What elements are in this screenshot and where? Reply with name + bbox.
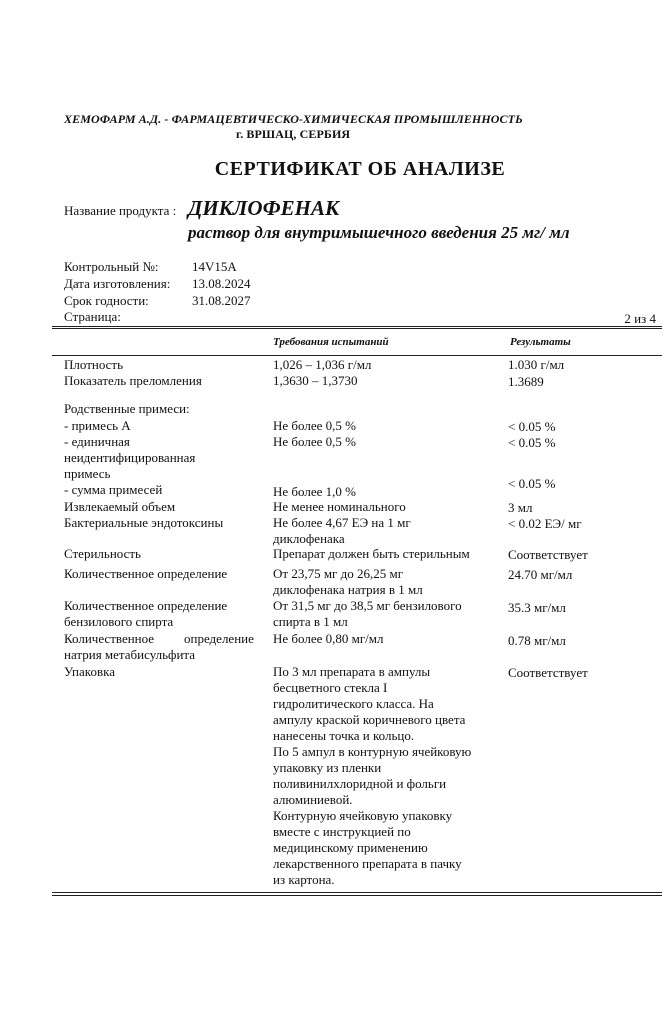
- packaging-requirement-line: алюминиевой.: [273, 792, 353, 807]
- test-result: 1.030 г/мл: [508, 357, 565, 372]
- divider-top: [52, 326, 662, 327]
- test-name: натрия метабисульфита: [64, 647, 196, 662]
- packaging-requirement-line: Контурную ячейковую упаковку: [273, 808, 453, 823]
- test-requirement: Не более 1,0 %: [273, 484, 356, 499]
- product-label: Название продукта :: [64, 203, 177, 218]
- test-result: < 0.02 ЕЭ/ мг: [508, 516, 582, 531]
- test-name: Количественное определение: [64, 566, 228, 581]
- packaging-requirement-line: вместе с инструкцией по: [273, 824, 411, 839]
- results-header: Результаты: [510, 336, 571, 348]
- test-name: - сумма примесей: [64, 482, 163, 497]
- packaging-requirement-line: бесцветного стекла I: [273, 680, 388, 695]
- packaging-requirement-line: По 3 мл препарата в ампулы: [273, 664, 431, 679]
- test-result: < 0.05 %: [508, 419, 556, 434]
- divider-top-2: [52, 328, 662, 329]
- test-result: Соответствует: [508, 665, 588, 680]
- packaging-requirement-line: медицинскому применению: [273, 840, 428, 855]
- test-result: 0.78 мг/мл: [508, 633, 566, 648]
- test-result: 24.70 мг/мл: [508, 567, 573, 582]
- test-result: < 0.05 %: [508, 435, 556, 450]
- company-header: [64, 112, 604, 142]
- test-name: - примесь А: [64, 418, 131, 433]
- test-requirement: От 23,75 мг до 26,25 мг: [273, 566, 404, 581]
- manufacture-date-label: Дата изготовления:: [64, 276, 171, 291]
- test-requirement: Не более 4,67 ЕЭ на 1 мг: [273, 515, 411, 530]
- manufacture-date-row: [64, 276, 251, 292]
- test-requirement: диклофенака натрия в 1 мл: [273, 582, 423, 597]
- requirements-header: Требования испытаний: [273, 336, 389, 348]
- page-row: [64, 309, 121, 325]
- test-requirement: спирта в 1 мл: [273, 614, 348, 629]
- test-result: 35.3 мг/мл: [508, 600, 566, 615]
- test-result: 1.3689: [508, 374, 544, 389]
- test-requirement: От 31,5 мг до 38,5 мг бензилового: [273, 598, 462, 613]
- page-label: Страница:: [64, 309, 121, 324]
- test-requirement: Не более 0,5 %: [273, 418, 356, 433]
- test-name: Количественное: [64, 631, 155, 646]
- test-name: Показатель преломления: [64, 373, 202, 388]
- test-requirement: Не менее номинального: [273, 499, 406, 514]
- test-name: Плотность: [64, 357, 124, 372]
- product-description: раствор для внутримышечного введения 25 мг/ мл: [188, 223, 570, 242]
- test-name: Извлекаемый объем: [64, 499, 176, 514]
- packaging-requirement-line: По 5 ампул в контурную ячейковую: [273, 744, 472, 759]
- test-result: < 0.05 %: [508, 476, 556, 491]
- test-result: 3 мл: [508, 500, 533, 515]
- document-title: СЕРТИФИКАТ ОБ АНАЛИЗЕ: [214, 158, 506, 180]
- packaging-requirement-line: ампулу краской коричневого цвета: [273, 712, 466, 727]
- company-city: г. ВРШАЦ, СЕРБИЯ: [236, 127, 351, 141]
- packaging-requirement-line: поливинилхлоридной и фольги: [273, 776, 447, 791]
- test-requirement: Не более 0,5 %: [273, 434, 356, 449]
- expiry-date-label: Срок годности:: [64, 293, 149, 308]
- test-name: Стерильность: [64, 546, 141, 561]
- test-name: - единичная: [64, 434, 130, 449]
- divider-bottom-2: [52, 895, 662, 896]
- test-name: Родственные примеси:: [64, 401, 190, 416]
- test-name: Упаковка: [64, 664, 115, 679]
- packaging-requirement-line: из картона.: [273, 872, 335, 887]
- packaging-requirement-line: лекарственного препарата в пачку: [273, 856, 462, 871]
- packaging-requirement-line: упаковку из пленки: [273, 760, 382, 775]
- control-number-value: 14V15A: [192, 259, 237, 274]
- test-name: бензилового спирта: [64, 614, 174, 629]
- packaging-requirement-line: гидролитического класса. На: [273, 696, 434, 711]
- expiry-date-row: [64, 293, 251, 309]
- control-number-row: [64, 259, 237, 275]
- company-name: ХЕМОФАРМ А.Д. - ФАРМАЦЕВТИЧЕСКО-ХИМИЧЕСКАЯ ПРОМЫШЛЕННОСТЬ: [64, 112, 523, 126]
- test-requirement: диклофенака: [273, 531, 345, 546]
- control-number-label: Контрольный №:: [64, 259, 159, 274]
- test-name: примесь: [64, 466, 111, 481]
- test-name: Бактериальные эндотоксины: [64, 515, 224, 530]
- test-requirement: 1,026 – 1,036 г/мл: [273, 357, 372, 372]
- page-number: 2 из 4: [624, 311, 656, 326]
- packaging-requirement-line: нанесены точка и кольцо.: [273, 728, 415, 743]
- test-name: неидентифицированная: [64, 450, 196, 465]
- test-name: Количественное определение: [64, 598, 228, 613]
- test-requirement: Препарат должен быть стерильным: [273, 546, 470, 561]
- product-name: ДИКЛОФЕНАК: [188, 196, 340, 220]
- divider-bottom: [52, 892, 662, 893]
- test-requirement: Не более 0,80 мг/мл: [273, 631, 384, 646]
- test-name: определение: [184, 631, 254, 646]
- test-requirement: 1,3630 – 1,3730: [273, 373, 358, 388]
- manufacture-date-value: 13.08.2024: [192, 276, 251, 291]
- test-result: Соответствует: [508, 547, 588, 562]
- expiry-date-value: 31.08.2027: [192, 293, 251, 308]
- divider-header: [52, 355, 662, 356]
